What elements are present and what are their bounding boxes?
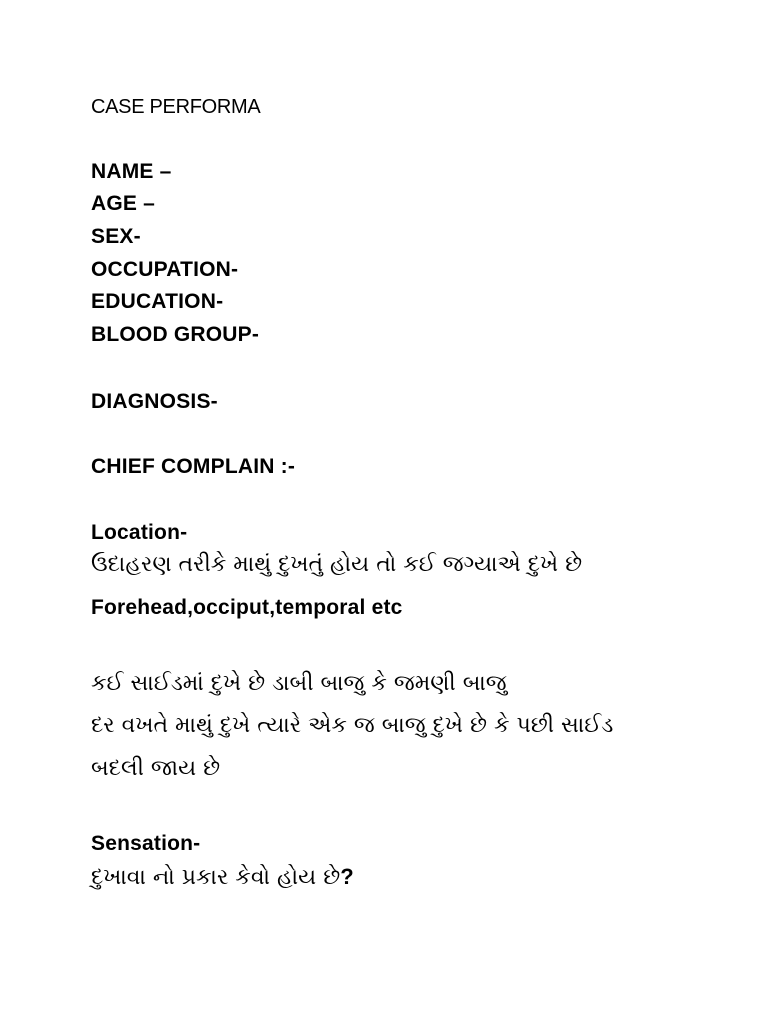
- field-education-label: EDUCATION-: [91, 290, 224, 313]
- sensation-question-text: દુખાવા નો પ્રકાર કેવો હોય છે: [91, 865, 341, 890]
- field-occupation-label: OCCUPATION-: [91, 258, 239, 281]
- side-change-question-line2: બદલી જાય છે: [91, 756, 221, 781]
- location-gujarati-question: ઉદાહરણ તરીકે માથું દુખતું હોય તો કઈ જગ્યાએ દુખે છે: [91, 552, 583, 577]
- field-blood-group-label: BLOOD GROUP-: [91, 323, 260, 346]
- side-change-question-line1: દર વખતે માથું દુખે ત્યારે એક જ બાજુ દુખે છે કે પછી સાઈડ: [91, 713, 614, 738]
- sensation-gujarati-question: [91, 866, 354, 889]
- location-examples: Forehead,occiput,temporal etc: [91, 596, 403, 619]
- field-name-label: NAME –: [91, 160, 172, 183]
- location-heading: Location-: [91, 521, 188, 544]
- sensation-heading: Sensation-: [91, 832, 201, 855]
- sensation-question-mark: ?: [340, 864, 354, 889]
- document-title: CASE PERFORMA: [91, 96, 261, 118]
- field-sex-label: SEX-: [91, 225, 141, 248]
- chief-complain-heading: CHIEF COMPLAIN :-: [91, 455, 296, 478]
- diagnosis-heading: DIAGNOSIS-: [91, 390, 218, 413]
- field-age-label: AGE –: [91, 192, 156, 215]
- side-question: કઈ સાઈડમાં દુખે છે ડાબી બાજુ કે જમણી બાજુ: [91, 671, 507, 696]
